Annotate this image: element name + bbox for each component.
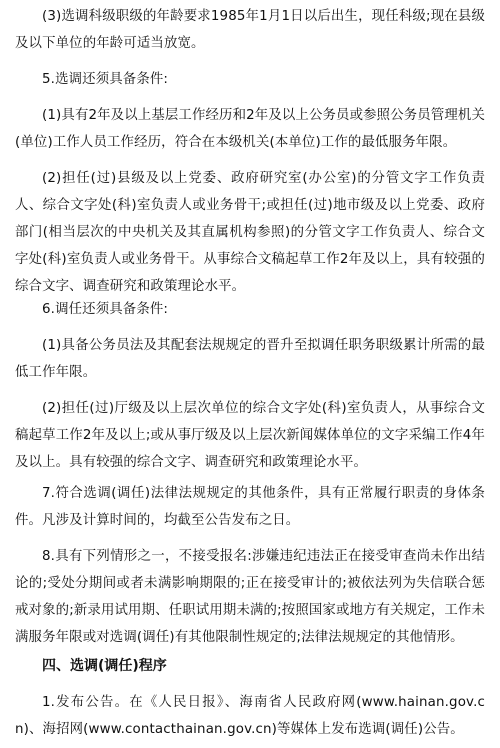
- paragraph-transfer-condition-2: (2)担任(过)厅级及以上层次单位的综合文字处(科)室负责人，从事综合文稿起草工作2年及以上;或从事厅级及以上层次新闻媒体单位的文字采编工作4年及以上。具有较强的综合文字、调查研究和政策理论水平。: [15, 401, 485, 470]
- section-heading-procedure: 四、选调(调任)程序: [42, 658, 167, 674]
- paragraph-disqualifications: 8.具有下列情形之一，不接受报名:涉嫌违纪违法正在接受审查尚未作出结论的;受处分期间或者未满影响期限的;正在接受审计的;被依法列为失信联合惩戒对象的;新录用试用期、任职试用期未满的;按照国家或地方有关规定，工作未满服务年限或对选调(调任)有其他限制性规定的;法律法规规定的其他情形。: [15, 549, 485, 645]
- paragraph-selection-conditions-heading: 5.选调还须具备条件:: [42, 72, 169, 87]
- paragraph-transfer-condition-1: (1)具备公务员法及其配套法规规定的晋升至拟调任职务职级累计所需的最低工作年限。: [15, 338, 485, 380]
- paragraph-age-requirement: (3)选调科级职级的年龄要求1985年1月1日以后出生，现任科级;现在县级及以下单位的年龄可适当放宽。: [15, 9, 485, 51]
- paragraph-selection-condition-2: (2)担任(过)县级及以上党委、政府研究室(办公室)的分管文字工作负责人、综合文字处(科)室负责人或业务骨干;或担任(过)地市级及以上党委、政府部门(相当层次的中央机关及其直属机构参照)的分管文字工作负责人、综合文字处(科)室负责人或业务骨干。从事综合文稿起草工作2年及以上，具有较强的综合文字、调查研究和政策理论水平。: [15, 171, 485, 294]
- paragraph-publish-announcement: 1.发布公告。在《人民日报》、海南省人民政府网(www.hainan.gov.cn)、海招网(www.contacthainan.gov.cn)等媒体上发布选调(调任)公告。: [15, 695, 485, 737]
- paragraph-transfer-conditions-heading: 6.调任还须具备条件:: [42, 302, 169, 317]
- paragraph-other-conditions: 7.符合选调(调任)法律法规规定的其他条件，具有正常履行职责的身体条件。凡涉及计算时间的，均截至公告发布之日。: [15, 486, 485, 528]
- paragraph-selection-condition-1: (1)具有2年及以上基层工作经历和2年及以上公务员或参照公务员管理机关(单位)工作人员工作经历，符合在本级机关(本单位)工作的最低服务年限。: [15, 108, 485, 150]
